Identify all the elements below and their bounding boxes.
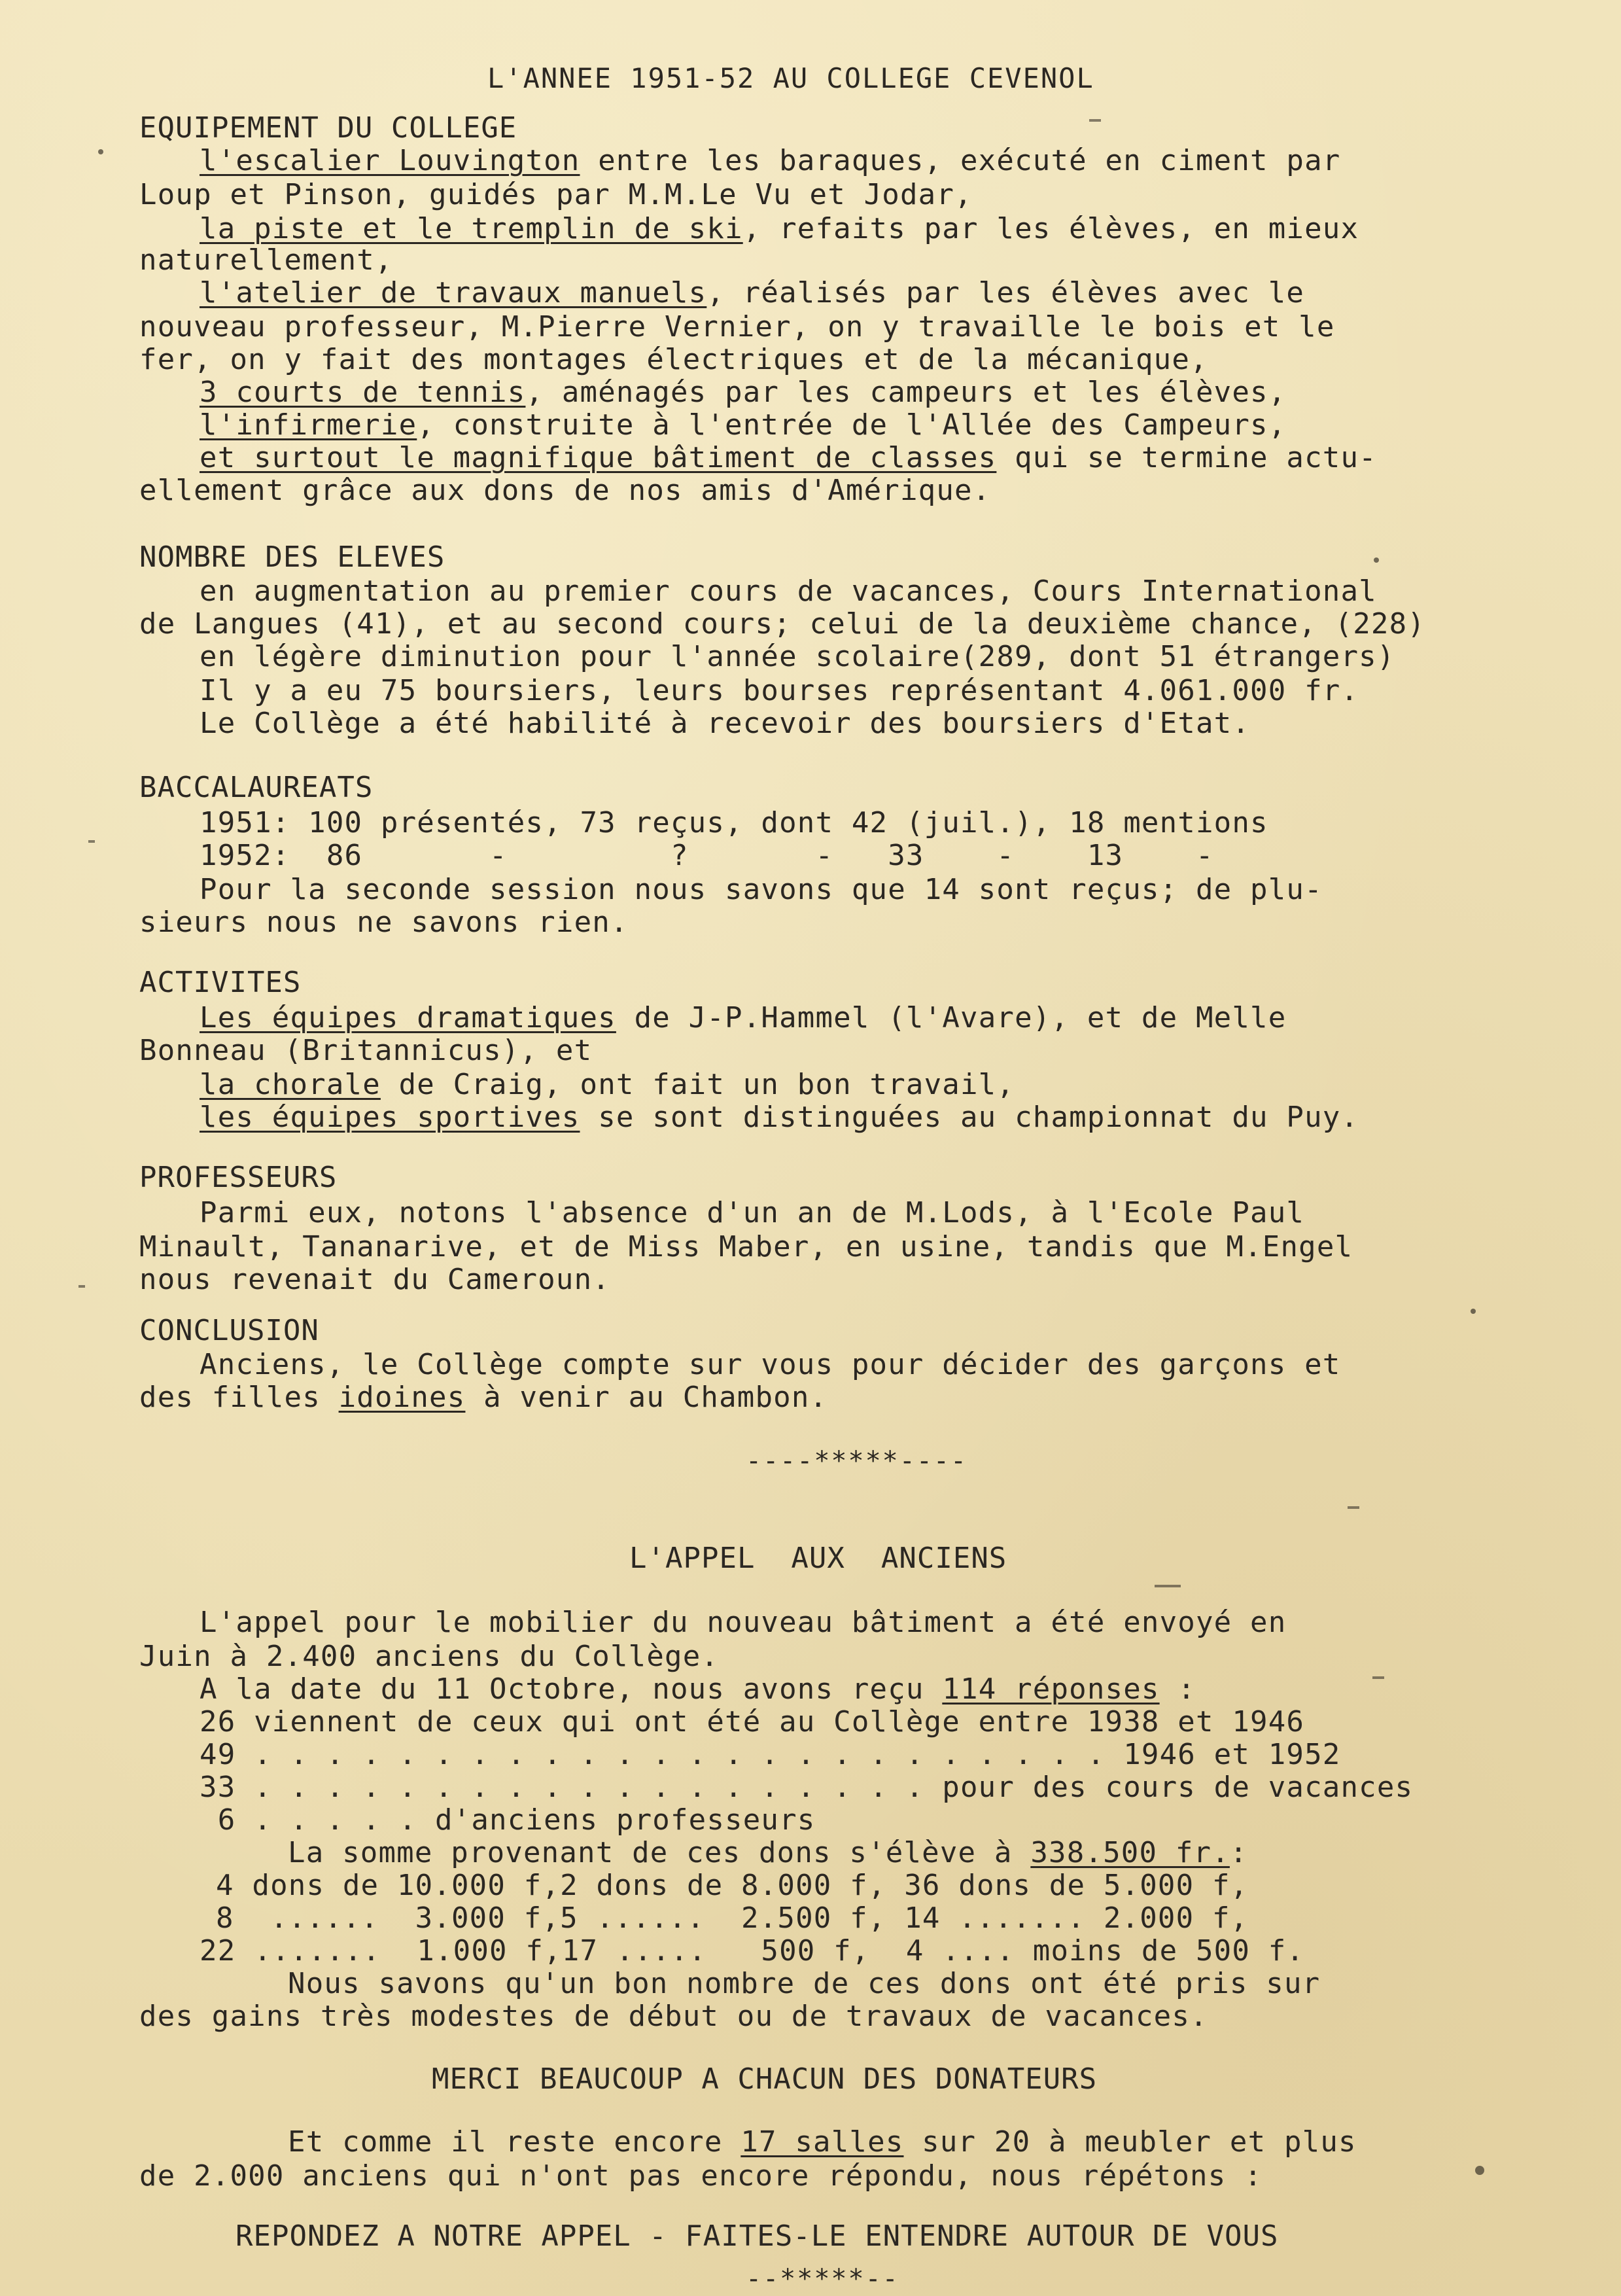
text-line	[200, 1001, 1286, 1035]
text-line: ellement grâce aux dons de nos amis d'Amérique.	[139, 474, 991, 507]
text-fragment: qui se termine actu-	[996, 441, 1377, 474]
text-line: Le Collège a été habilité à recevoir des boursiers d'Etat.	[200, 707, 1251, 740]
text-line: 1951: 100 présentés, 73 reçus, dont 42 (juil.), 18 mentions	[200, 806, 1268, 839]
ink-speck	[1475, 2166, 1484, 2175]
text-line	[139, 1381, 828, 1415]
text-line: des gains très modestes de début ou de travaux de vacances.	[139, 2000, 1208, 2033]
text-line	[200, 1672, 1196, 1706]
text-fragment: A la date du 11 Octobre, nous avons reçu	[200, 1672, 943, 1706]
text-line: Parmi eux, notons l'absence d'un an de M.Lods, à l'Ecole Paul	[200, 1196, 1305, 1229]
text-fragment: Et comme il reste encore	[288, 2125, 741, 2159]
text-line: 4 dons de 10.000 f,2 dons de 8.000 f, 36 dons de 5.000 f,	[216, 1869, 1249, 1902]
text-fragment: :	[1159, 1672, 1196, 1706]
text-line: 22 ....... 1.000 f,17 ..... 500 f, 4 .... moins de 500 f.	[200, 1934, 1305, 1968]
text-line: en augmentation au premier cours de vacances, Cours International	[200, 574, 1377, 608]
underlined-phrase: et surtout le magnifique bâtiment de classes	[200, 441, 997, 474]
text-line: Nous savons qu'un bon nombre de ces dons ont été pris sur	[288, 1967, 1321, 2000]
text-line: Il y a eu 75 boursiers, leurs bourses représentant 4.061.000 fr.	[200, 674, 1359, 707]
text-line: nous revenait du Cameroun.	[139, 1263, 610, 1296]
underlined-phrase: 114 réponses	[942, 1672, 1160, 1706]
underlined-phrase: 3 courts de tennis	[200, 376, 526, 409]
underlined-phrase: l'infirmerie	[200, 408, 417, 442]
text-line	[288, 1836, 1248, 1870]
text-line: en légère diminution pour l'année scolaire(289, dont 51 étrangers)	[200, 640, 1395, 673]
text-line: de 2.000 anciens qui n'ont pas encore répondu, nous répétons :	[139, 2159, 1263, 2193]
text-fragment: , réalisés par les élèves avec le	[706, 276, 1305, 309]
section-heading-conclusion: CONCLUSION	[139, 1314, 319, 1347]
text-line: Minault, Tananarive, et de Miss Maber, en usine, tandis que M.Engel	[139, 1230, 1353, 1263]
text-line: fer, on y fait des montages électriques et de la mécanique,	[139, 343, 1208, 376]
text-line: Bonneau (Britannicus), et	[139, 1034, 593, 1067]
text-fragment: à venir au Chambon.	[465, 1381, 828, 1414]
ink-mark	[1348, 1506, 1359, 1509]
text-line	[200, 441, 1377, 475]
text-line: Loup et Pinson, guidés par M.M.Le Vu et Jodar,	[139, 178, 973, 211]
text-line: naturellement,	[139, 243, 393, 277]
ink-mark	[1089, 119, 1101, 122]
text-line: 49 . . . . . . . . . . . . . . . . . . . . . . . . 1946 et 1952	[200, 1738, 1341, 1771]
text-line: 6 . . . . . d'anciens professeurs	[200, 1803, 816, 1837]
text-fragment: se sont distinguées au championnat du Puy.	[580, 1101, 1359, 1134]
ink-speck	[98, 149, 103, 154]
underlined-phrase: l'escalier Louvington	[200, 144, 580, 177]
text-line	[200, 276, 1304, 310]
underlined-phrase: la chorale	[200, 1068, 381, 1101]
ink-speck	[1374, 557, 1379, 563]
text-line: Anciens, le Collège compte sur vous pour décider des garçons et	[200, 1348, 1341, 1381]
text-fragment: :	[1229, 1836, 1248, 1869]
ink-speck	[1471, 1309, 1476, 1314]
thanks-line: MERCI BEAUCOUP A CHACUN DES DONATEURS	[432, 2062, 1098, 2096]
ink-mark	[88, 840, 95, 843]
text-line	[200, 144, 1341, 178]
section-separator: --*****--	[746, 2264, 899, 2294]
text-line: nouveau professeur, M.Pierre Vernier, on y travaille le bois et le	[139, 310, 1335, 344]
text-line	[200, 212, 1359, 246]
ink-mark	[1372, 1676, 1384, 1679]
text-fragment: entre les baraques, exécuté en ciment par	[580, 144, 1341, 177]
text-line	[200, 408, 1286, 442]
underlined-phrase: la piste et le tremplin de ski	[200, 212, 743, 245]
text-line: L'appel pour le mobilier du nouveau bâtiment a été envoyé en	[200, 1606, 1287, 1639]
text-fragment: de Craig, ont fait un bon travail,	[380, 1068, 1015, 1101]
text-line	[200, 1101, 1359, 1135]
underlined-phrase: 17 salles	[741, 2125, 904, 2159]
text-line: Pour la seconde session nous savons que 14 sont reçus; de plu-	[200, 873, 1323, 906]
section-heading-professeurs: PROFESSEURS	[139, 1161, 338, 1194]
page-title: L'ANNEE 1951-52 AU COLLEGE CEVENOL	[487, 62, 1094, 94]
ink-mark	[1155, 1585, 1181, 1587]
text-fragment: , refaits par les élèves, en mieux	[742, 212, 1359, 245]
section-heading-equipement: EQUIPEMENT DU COLLEGE	[139, 111, 517, 145]
underlined-phrase: l'atelier de travaux manuels	[200, 276, 707, 309]
text-line: 1952: 86 - ? - 33 - 13 -	[200, 839, 1214, 872]
text-line: 26 viennent de ceux qui ont été au Collège entre 1938 et 1946	[200, 1705, 1305, 1739]
text-fragment: La somme provenant de ces dons s'élève à	[288, 1836, 1031, 1869]
text-fragment: , aménagés par les campeurs et les élèves,	[525, 376, 1287, 409]
section-heading-appel: L'APPEL AUX ANCIENS	[629, 1542, 1007, 1575]
section-heading-nombre: NOMBRE DES ELEVES	[139, 540, 445, 574]
text-line: Juin à 2.400 anciens du Collège.	[139, 1640, 720, 1673]
section-separator: ----*****----	[746, 1446, 968, 1476]
text-line: de Langues (41), et au second cours; celui de la deuxième chance, (228)	[139, 607, 1426, 641]
text-fragment: , construite à l'entrée de l'Allée des Campeurs,	[417, 408, 1287, 442]
closing-appeal: REPONDEZ A NOTRE APPEL - FAITES-LE ENTENDRE AUTOUR DE VOUS	[235, 2219, 1279, 2253]
text-line: 33 . . . . . . . . . . . . . . . . . . . pour des cours de vacances	[200, 1771, 1414, 1804]
section-heading-activites: ACTIVITES	[139, 966, 302, 999]
text-fragment: des filles	[139, 1381, 339, 1414]
underlined-phrase: 338.500 fr.	[1030, 1836, 1230, 1869]
underlined-phrase: idoines	[338, 1381, 466, 1414]
text-line	[288, 2125, 1357, 2159]
ink-mark	[78, 1285, 85, 1288]
section-heading-baccalaureats: BACCALAUREATS	[139, 771, 374, 804]
text-line	[200, 376, 1286, 410]
underlined-phrase: les équipes sportives	[200, 1101, 580, 1134]
text-line: sieurs nous ne savons rien.	[139, 906, 629, 939]
text-fragment: sur 20 à meubler et plus	[903, 2125, 1357, 2159]
text-line	[200, 1068, 1015, 1102]
text-fragment: de J-P.Hammel (l'Avare), et de Melle	[616, 1001, 1287, 1034]
underlined-phrase: Les équipes dramatiques	[200, 1001, 616, 1034]
text-line: 8 ...... 3.000 f,5 ...... 2.500 f, 14 ....... 2.000 f,	[216, 1901, 1249, 1935]
